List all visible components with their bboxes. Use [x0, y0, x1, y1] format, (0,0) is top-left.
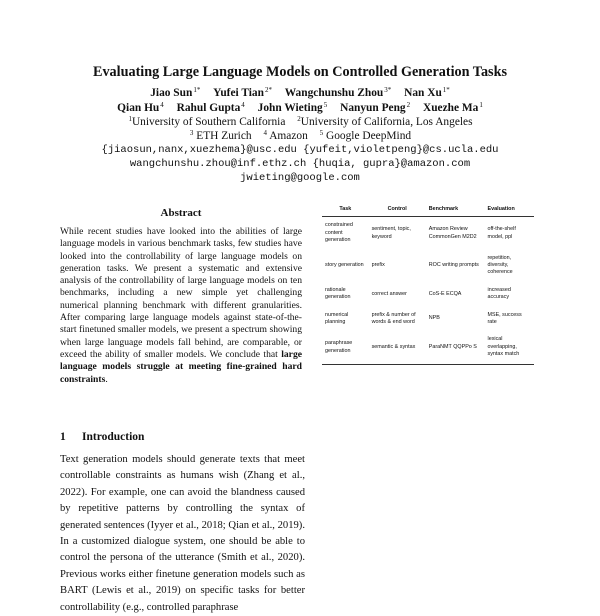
- table-cell: constrained content generation: [325, 222, 353, 244]
- column-header: Benchmark: [426, 204, 485, 217]
- section-number: 1: [60, 431, 66, 443]
- email-line: jwieting@google.com: [240, 172, 360, 184]
- table-cell: off-the-shelf model, ppl: [487, 226, 516, 240]
- paper-title: Evaluating Large Language Models on Controlled Generation Tasks: [93, 64, 507, 80]
- abstract-heading: Abstract: [160, 207, 202, 219]
- author: Wangchunshu Zhou$^{3*}$: [284, 86, 392, 99]
- introduction-body: Text generation models should generate texts that meet controllable constraints as humans wish (Zhang et al., 2022). For example, one can avoid the blandness caused by repetitive patterns by controlling the syntax of generated sentences (Iyyer et al., 2018; Qian et al., 2019). In a customized dialogue system, one should be able to control the persona of the utterance (Smith et al., 2020). Previous works either finetune generation models such as BART (Lewis et al., 2019) on specific tasks for better controllability (e.g., controlled paraphrase: [60, 454, 305, 613]
- task-table: [322, 204, 534, 365]
- table-cell: story generation: [325, 262, 364, 269]
- affiliation-row-1: [0, 115, 600, 128]
- affiliation: $^3$ ETH Zurich: [189, 129, 252, 142]
- author: Qian Hu$^4$: [117, 101, 164, 114]
- table-row: [322, 250, 534, 282]
- table-cell: sentiment, topic, keyword: [371, 226, 411, 240]
- table-cell: ParaNMT QQPPo S: [426, 331, 485, 364]
- table-cell: repetition, diversity, coherence: [487, 254, 513, 276]
- author-row-2: [0, 101, 600, 114]
- table-cell: NPB: [428, 315, 440, 322]
- affiliation: $^4$ Amazon: [263, 129, 308, 142]
- table-cell: Amazon Review CommonGen M2D2: [428, 226, 477, 240]
- table-cell: MSE, success rate: [487, 311, 522, 326]
- table-row: [322, 307, 534, 332]
- author: Jiao Sun$^{1*}$: [150, 86, 201, 99]
- table-cell: prefix & number of words & end word: [371, 311, 416, 326]
- section-title: Introduction: [82, 431, 145, 443]
- author: Yufei Tian$^{2*}$: [213, 86, 272, 99]
- table-cell: prefix: [371, 262, 385, 269]
- author: John Wieting$^5$: [257, 101, 328, 114]
- author: Rahul Gupta$^4$: [176, 101, 245, 114]
- author: Xuezhe Ma$^1$: [422, 101, 483, 114]
- affiliation: $^2$University of California, Los Angeles: [297, 115, 473, 128]
- section-heading-introduction: [60, 431, 305, 443]
- affiliation: $^5$ Google DeepMind: [319, 129, 412, 142]
- table-cell: increased accuracy: [487, 286, 511, 301]
- author: Nanyun Peng$^2$: [340, 101, 411, 114]
- table-cell: paraphrase generation: [322, 331, 369, 364]
- abstract-conclusion: large language models struggle at meeting fine-grained hard constraints: [60, 348, 302, 385]
- abstract-body: While recent studies have looked into the abilities of large language models in various benchmark tasks, few studies have looked into the controllability of large language models on generation tasks. We present a systematic and extensive analysis of the controllability of large language models on ten benchmarks, including a new simple yet challenging numerical planning benchmark with different granularities. After comparing large language models against state-of-the-start finetuned smaller models, we present a spectrum showing when large language models fall behind, are comparable, or exceed the ability of smaller models. We conclude that large language models struggle at meeting fine-grained hard constraints.: [60, 226, 302, 385]
- email-line: {jiaosun,nanx,xuezhema}@usc.edu {yufeit,violetpeng}@cs.ucla.edu: [101, 144, 499, 156]
- table-row: [322, 331, 534, 364]
- table-cell: correct answer: [371, 290, 407, 297]
- table-header-row: [322, 204, 534, 217]
- table-row: [322, 217, 534, 250]
- email-line: wangchunshu.zhou@inf.ethz.ch {huqia, gupra}@amazon.com: [129, 158, 471, 170]
- table-row: [322, 282, 534, 307]
- table-cell: ROC writing prompts: [428, 262, 479, 269]
- table-cell: rationale generation: [325, 286, 351, 301]
- author: Nan $Xu^{1*}$: [404, 86, 450, 99]
- column-header: Control: [369, 204, 426, 217]
- affiliation-row-2: [0, 129, 600, 142]
- column-header: Evaluation: [485, 204, 535, 217]
- author-row-1: [0, 86, 600, 99]
- table-cell: semantic & syntax: [369, 331, 426, 364]
- table-cell: lexical overlapping, syntax match: [485, 331, 535, 364]
- table-cell: numerical planning: [325, 311, 349, 326]
- column-header: Task: [322, 204, 369, 217]
- affiliation: $^1$University of Southern California: [128, 115, 286, 128]
- table-cell: CoS-E ECQA: [428, 290, 462, 297]
